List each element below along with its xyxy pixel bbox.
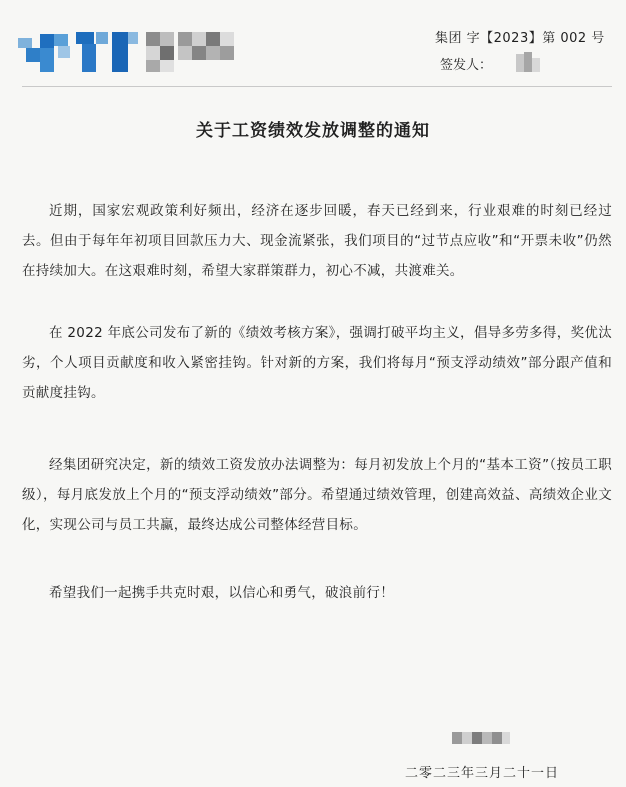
body-paragraph: 经集团研究决定，新的绩效工资发放办法调整为：每月初发放上个月的“基本工资”（按员工职级），每月底发放上个月的“预支浮动绩效”部分。希望通过绩效管理，创建高效益、高绩效企业文化，实现公司与员工共赢，最终达成公司整体经营目标。 [22,457,612,533]
document-number: 集团 字【2023】第 002 号 [435,31,605,46]
issuer-name-redacted [452,730,512,746]
body-paragraph: 近期，国家宏观政策利好频出，经济在逐步回暖，春天已经到来，行业艰难的时刻已经过去。但由于每年年初项目回款压力大、现金流紧张，我们项目的“过节点应收”和“开票未收”仍然在持续加大。在这艰难时刻，希望大家群策群力，初心不减，共渡难关。 [22,203,612,279]
header-divider [22,86,612,87]
signer-name-redacted [510,52,550,74]
document-title: 关于工资绩效发放调整的通知 [196,121,430,141]
signer-label: 签发人： [440,58,493,73]
body-paragraph: 希望我们一起携手共克时艰，以信心和勇气，破浪前行！ [49,585,394,601]
company-logo [18,28,238,76]
issue-date: 二零二三年三月二十一日 [405,766,560,781]
body-paragraph: 在 2022 年底公司发布了新的《绩效考核方案》，强调打破平均主义，倡导多劳多得，奖优汰劣，个人项目贡献度和收入紧密挂钩。针对新的方案，我们将每月“预支浮动绩效”部分跟产值和贡献度挂钩。 [22,325,612,401]
